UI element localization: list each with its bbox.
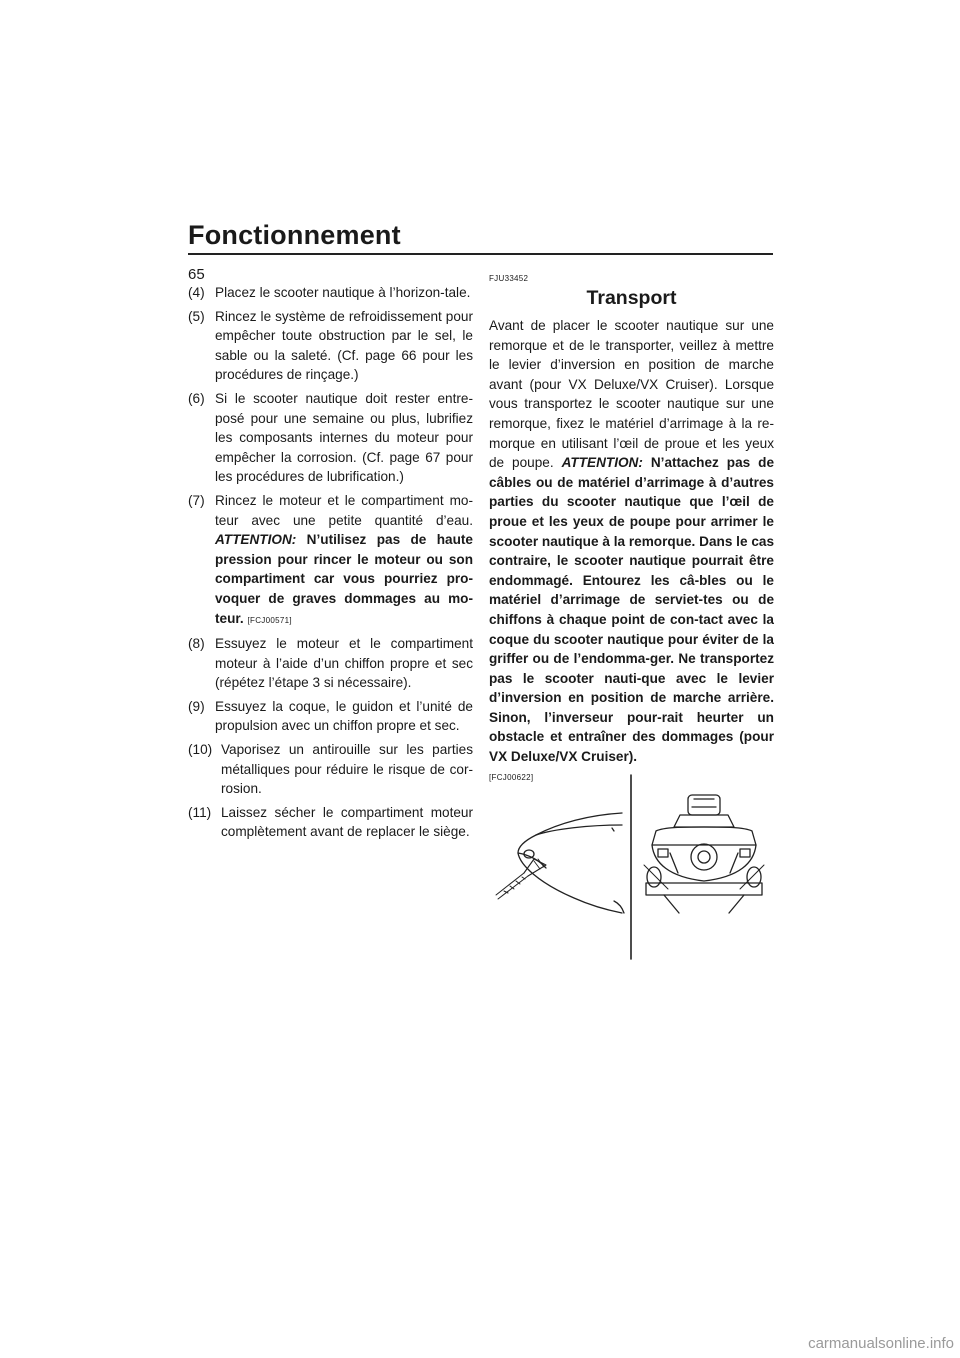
page-title: Fonctionnement: [188, 220, 401, 250]
list-item: [188, 634, 473, 693]
item-number: (5): [188, 308, 205, 324]
list-item: [188, 307, 473, 385]
item-text: Essuyez le moteur et le compartiment moteur à l’aide d’un chiffon propre et sec (répétez l’étape 3 si nécessaire).: [215, 636, 473, 691]
list-item: [188, 491, 473, 630]
item-text: [215, 491, 473, 630]
section-reference-code: FJU33452: [489, 274, 529, 283]
page-number: 65: [188, 266, 205, 283]
left-column: [188, 283, 473, 846]
item-number: (4): [188, 285, 205, 300]
attention-text: N’utilisez pas de haute pression pour rincer le moteur ou son compartiment car vous pourriez pro-voquer de graves dommages au mo-teur.: [215, 532, 473, 626]
item-text: Placez le scooter nautique à l’horizon-tale.: [215, 285, 471, 300]
item-text-body: Rincez le moteur et le compartiment mo-teur avec une petite quantité d’eau.: [215, 492, 473, 528]
list-item: [188, 283, 473, 303]
item-text: Laissez sécher le compartiment moteur complètement avant de replacer le siège.: [221, 804, 473, 840]
list-item: [188, 697, 473, 736]
list-item: [188, 389, 473, 487]
list-item: [188, 803, 473, 842]
header-divider: [188, 253, 773, 255]
item-number: (7): [188, 492, 205, 508]
item-text: Si le scooter nautique doit rester entre-posé pour une semaine ou plus, lubrifiez les composants internes du moteur pour empêcher la corrosion. (Cf. page 67 pour les procédures de lubrification.): [215, 390, 473, 485]
watermark: carmanualsonline.info: [808, 1335, 954, 1352]
section-title: Transport: [586, 287, 677, 309]
reference-code: [FCJ00571]: [247, 615, 292, 625]
item-number: (10): [188, 742, 213, 758]
item-number: (6): [188, 390, 205, 406]
item-text: Vaporisez un antirouille sur les parties métalliques pour réduire le risque de cor-rosion.: [221, 742, 473, 797]
item-text: Essuyez la coque, le guidon et l’unité de propulsion avec un chiffon propre et sec.: [215, 698, 473, 734]
paragraph-body: Avant de placer le scooter nautique sur une remorque et de le transporter, veillez à mettre le levier d’inversion en position de marche avant (pour VX Deluxe/VX Cruiser). Lorsque vous transportez le scooter nautique sur une remorque, fixez le matériel d’arrimage à la re-morque en utilisant l’œil de proue et les yeux de poupe.: [489, 318, 774, 471]
item-number: (9): [188, 698, 205, 714]
transport-illustration: [494, 773, 776, 961]
figure-reference-code: [FCJ00622]: [489, 772, 534, 782]
attention-label: ATTENTION:: [215, 532, 297, 548]
item-text: Rincez le système de refroidissement pour empêcher toute obstruction par le sel, le sable ou la saleté. (Cf. page 66 pour les procédures de rinçage.): [215, 308, 473, 383]
attention-label: ATTENTION:: [561, 455, 643, 471]
right-column: [489, 268, 774, 783]
item-number: (11): [188, 804, 212, 820]
attention-text: N’attachez pas de câbles ou de matériel d’arrimage à d’autres parties du scooter nautique que l’œil de proue et les yeux de poupe pour arrimer le scooter nautique à la remorque. Dans le cas contraire, le scooter nautique pourrait être endommagé. Entourez les câ-bles ou le matériel d’arrimage de serviet-tes ou de chiffons à chaque point de con-tact avec la coque du scooter nautique pour éviter de la griffer ou de l’endomma-ger. Ne transportez pas le scooter nauti-que avec le levier d’inversion en position de marche arrière. Sinon, l’inverseur pour-rait heurter un obstacle et entraîner des dommages (pour VX Deluxe/VX Cruiser).: [489, 455, 774, 765]
transport-paragraph: [489, 316, 774, 767]
item-number: (8): [188, 636, 205, 652]
list-item: [188, 740, 473, 799]
